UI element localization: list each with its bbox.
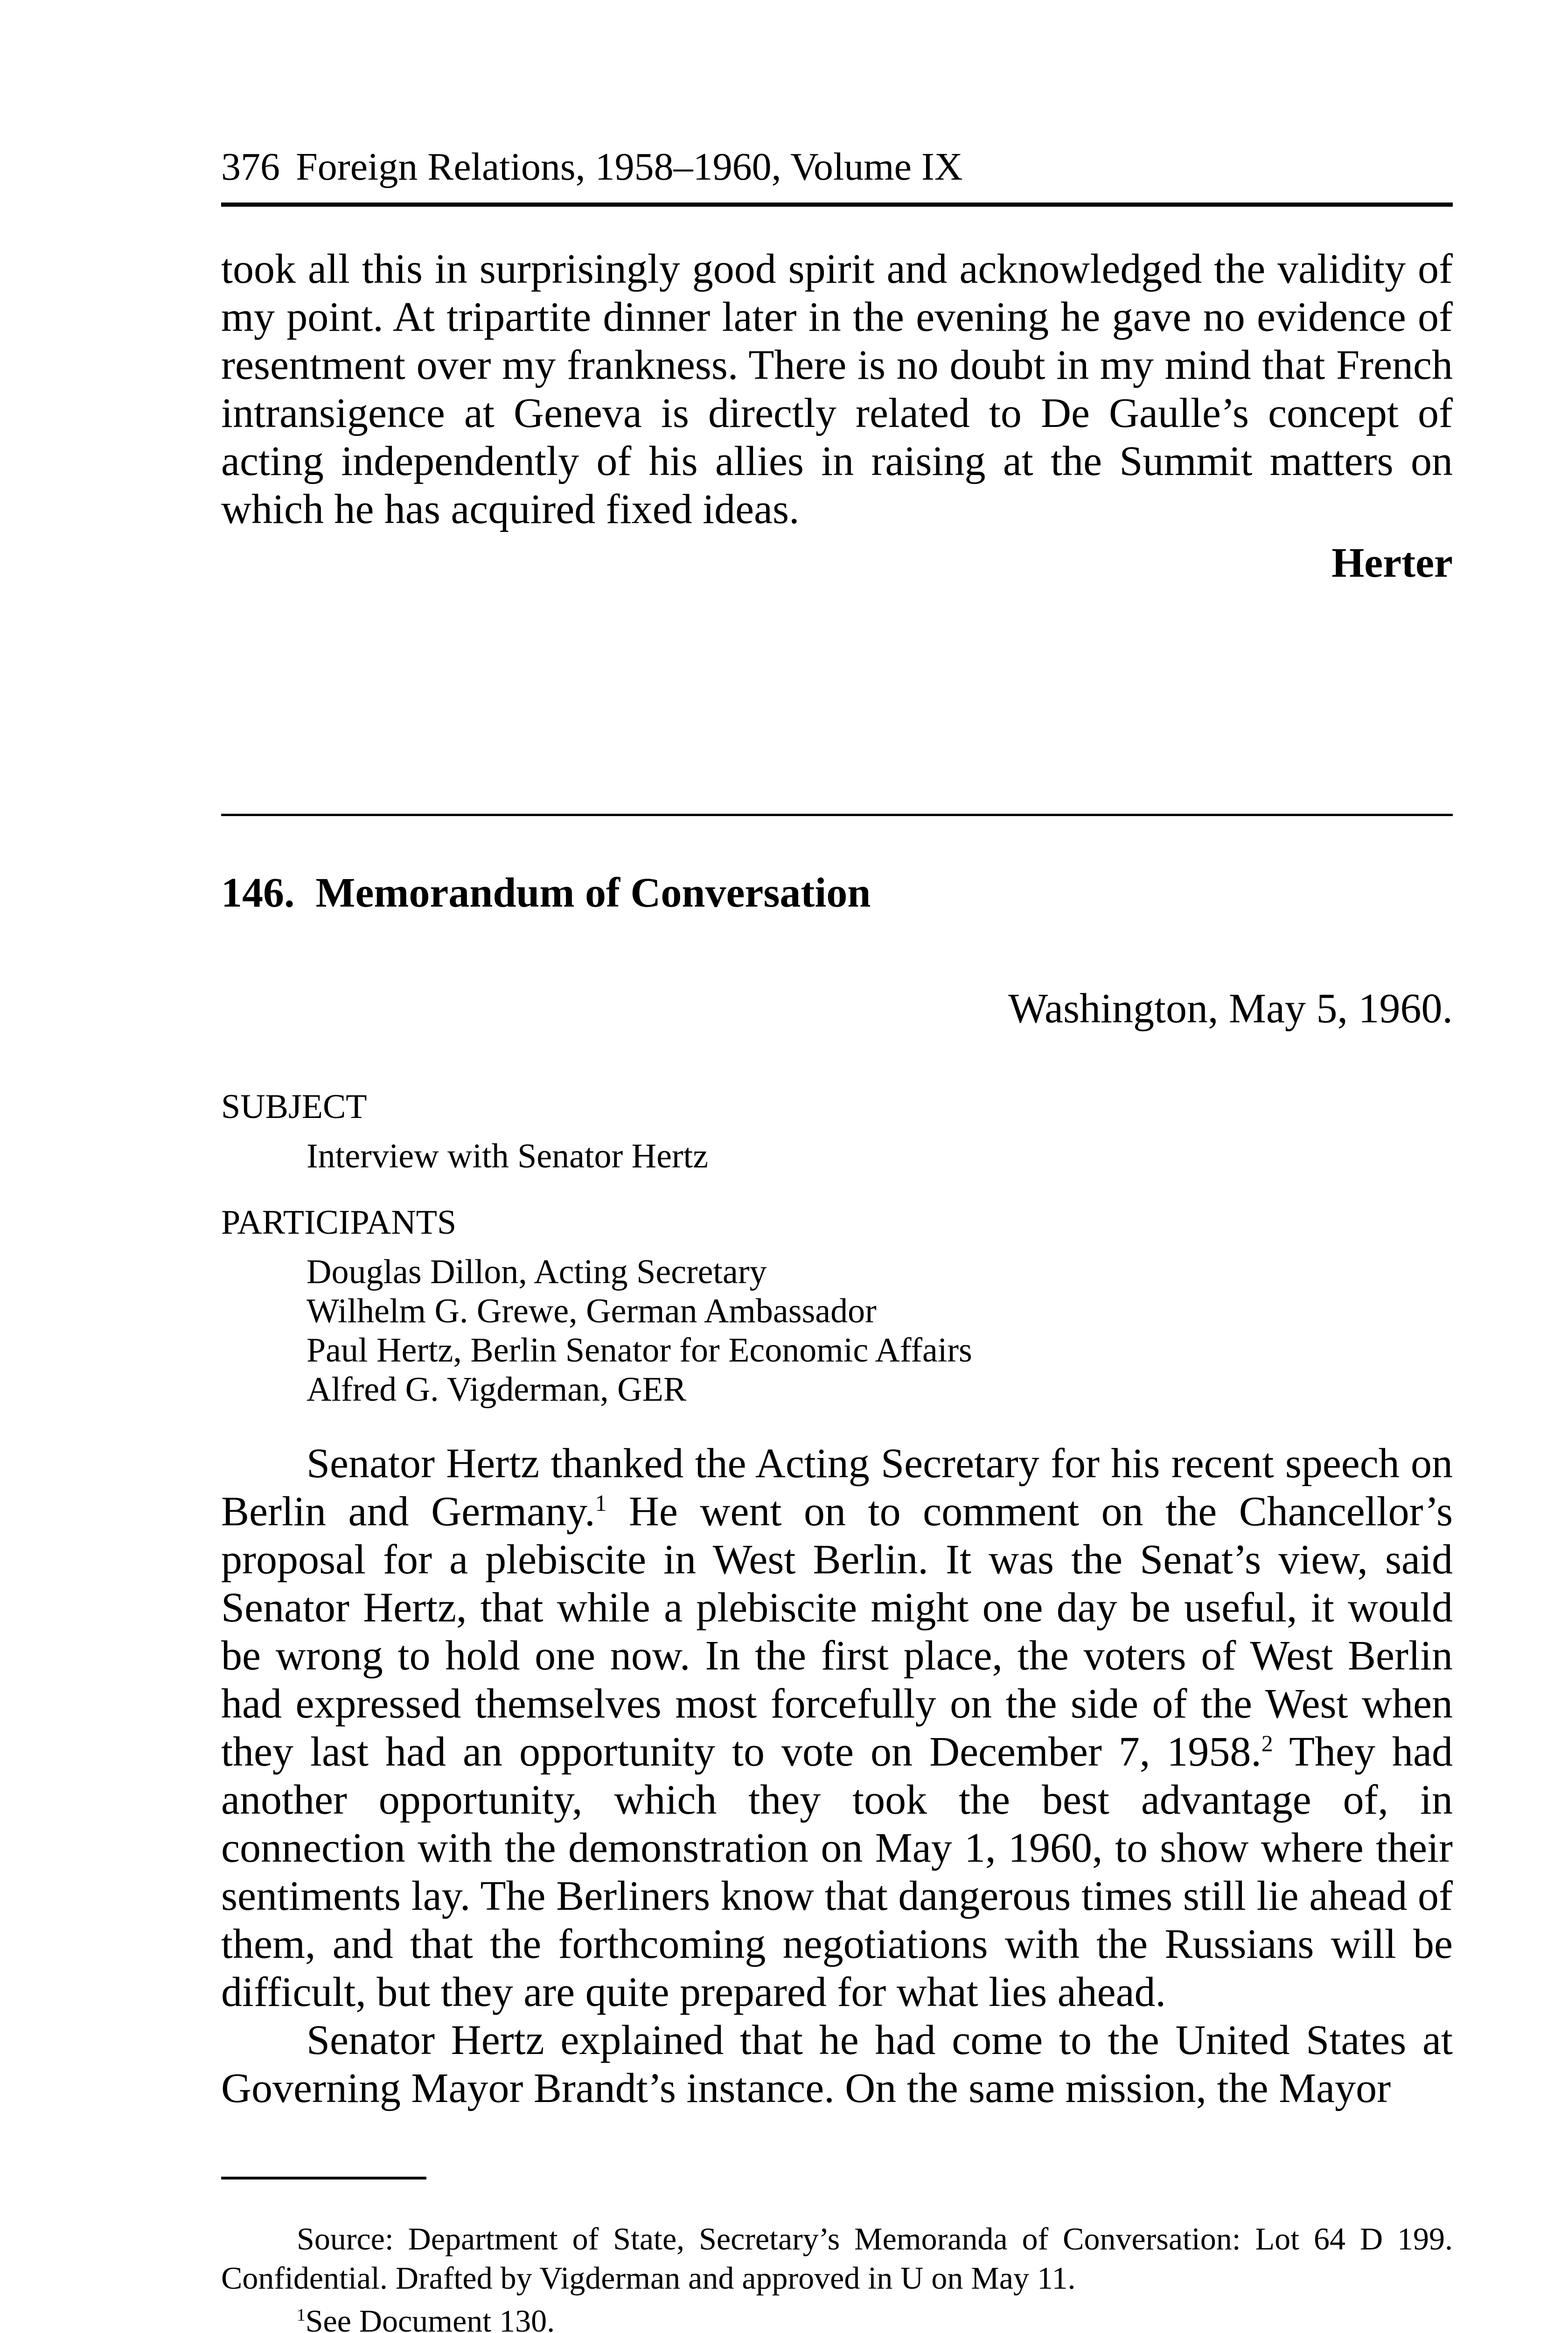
document-number: 146.	[221, 870, 295, 916]
section-divider	[221, 814, 1453, 816]
document-title: Memorandum of Conversation	[315, 870, 871, 916]
participants-list	[221, 1252, 1453, 1409]
subject-text: Interview with Senator Hertz	[307, 1137, 708, 1175]
footnote-1	[221, 2301, 1453, 2333]
continued-paragraph: took all this in surprisingly good spirit and acknowledged the validity of my point. At tripartite dinner later in the evening he gave no evidence of resentment over my frankness. There is no doubt in my mind that French intransigence at Geneva is directly related to De Gaulle’s concept of acting independently of his allies in raising at the Summit matters on which he has acquired fixed ideas.	[221, 246, 1453, 532]
document-heading	[221, 869, 871, 917]
body-paragraph	[221, 1439, 1453, 2016]
footnote-text: See Document 130.	[305, 2303, 555, 2333]
participants-label: PARTICIPANTS	[221, 1203, 457, 1242]
memo-body	[221, 1439, 1453, 2112]
paragraph-text: They had another opportunity, which they took the best advantage of, in connection with the demonstration on May 1, 1960, to show where their sentiments lay. The Berliners know that dangerous times still lie ahead of them, and that the forthcoming negotiations with the Russians will be difficult, but they are quite prepared for what lies ahead.	[221, 1729, 1453, 2015]
participants-block	[221, 1203, 1453, 1409]
participant: Paul Hertz, Berlin Senator for Economic Affairs	[307, 1331, 972, 1369]
volume-title: Foreign Relations, 1958–1960, Volume IX	[296, 145, 963, 189]
subject-block	[221, 1087, 1453, 1176]
header-rule	[221, 203, 1453, 207]
participant: Wilhelm G. Grewe, German Ambassador	[307, 1292, 877, 1330]
running-head	[221, 144, 1453, 190]
participant: Douglas Dillon, Acting Secretary	[307, 1253, 767, 1291]
source-note: Source: Department of State, Secretary’s Memoranda of Conversation: Lot 64 D 199. Confidential. Drafted by Vigderman and approved in U on May 11.	[221, 2221, 1453, 2296]
paragraph-text: Senator Hertz thanked the Acting Secretary for his recent speech on Berlin and Germany.	[221, 1440, 1453, 1535]
footnote-ref[interactable]: 2	[1261, 1731, 1273, 1756]
paragraph-text: He went on to comment on the Chancellor’s proposal for a plebiscite in West Berlin. It was the Senat’s view, said Senator Hertz, that while a plebiscite might one day be useful, it would be wrong to hold one now. In the first place, the voters of West Berlin had expressed themselves most forcefully on the side of the West when they last had an opportunity to vote on December 7, 1958.	[221, 1488, 1453, 1775]
footnote-ref[interactable]: 1	[595, 1490, 607, 1516]
place-date-line: Washington, May 5, 1960.	[1008, 985, 1453, 1032]
body-paragraph: Senator Hertz explained that he had come to the United States at Governing Mayor Brandt’s instance. On the same mission, the Mayor	[221, 2017, 1453, 2111]
subject-label: SUBJECT	[221, 1088, 367, 1126]
footnote-marker: 1	[297, 2305, 306, 2325]
page-number: 376	[221, 145, 280, 189]
participant: Alfred G. Vigderman, GER	[307, 1370, 687, 1409]
signature: Herter	[1331, 540, 1453, 586]
footnote-rule	[221, 2177, 426, 2179]
footnotes	[221, 2219, 1453, 2333]
